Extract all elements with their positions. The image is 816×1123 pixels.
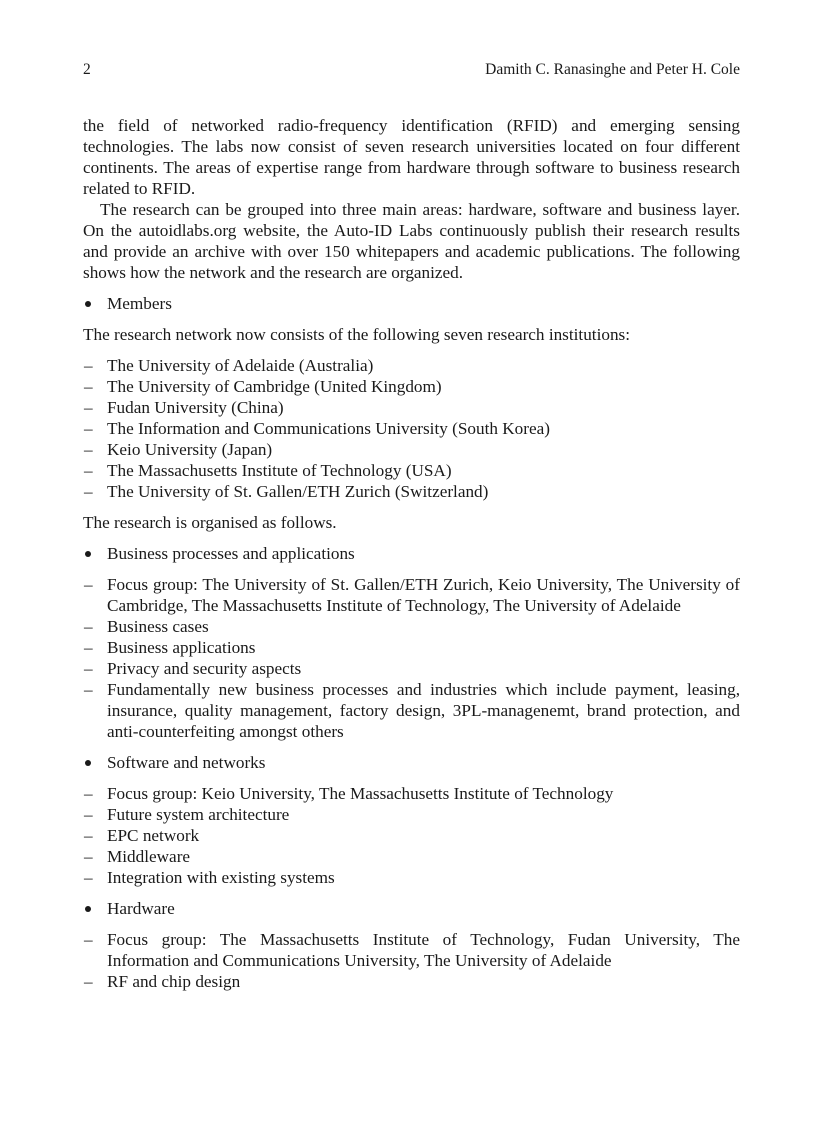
- dash-icon: –: [84, 377, 93, 396]
- dash-icon: –: [84, 972, 93, 991]
- dash-icon: –: [84, 826, 93, 845]
- list-item: – Focus group: Keio University, The Massachusetts Institute of Technology: [84, 784, 614, 803]
- running-header-authors: Damith C. Ranasinghe and Peter H. Cole: [485, 61, 740, 78]
- list-item: – The Information and Communications University (South Korea): [84, 419, 550, 438]
- bullet-icon: [85, 551, 91, 557]
- list-item: – Middleware: [84, 847, 191, 866]
- intro-paragraph-1: the field of networked radio-frequency identification (RFID) and emerging sensing technologies. The labs now consist of seven research universities located on four different continents. The areas of expertise range from hardware through software to business research related to RFID.: [83, 116, 740, 198]
- list-item: – Integration with existing systems: [84, 868, 335, 887]
- members-intro: The research network now consists of the following seven research institutions:: [83, 325, 630, 344]
- list-item: – The University of Adelaide (Australia): [84, 356, 374, 375]
- list-item: – EPC network: [84, 826, 200, 845]
- bullet-icon: [85, 301, 91, 307]
- dash-icon: –: [84, 617, 93, 636]
- list-item: – Keio University (Japan): [84, 440, 273, 459]
- list-item: – The University of St. Gallen/ETH Zurich (Switzerland): [84, 482, 489, 501]
- dash-icon: –: [84, 659, 93, 678]
- list-item: – Privacy and security aspects: [84, 659, 302, 678]
- members-heading-list: [83, 293, 740, 314]
- intro-paragraph-2: The research can be grouped into three main areas: hardware, software and business layer. On the autoidlabs.org website, the Auto-ID Labs continuously publish their research results and provide an archive with over 150 whitepapers and academic publications. The following shows how the network and the research are organized.: [83, 200, 740, 282]
- list-item: – The University of Cambridge (United Kingdom): [84, 377, 442, 396]
- dash-icon: –: [84, 482, 93, 501]
- list-item: – Business applications: [84, 638, 256, 657]
- section-heading-business: [83, 543, 740, 564]
- dash-icon: –: [84, 805, 93, 824]
- dash-icon: –: [84, 868, 93, 887]
- dash-icon: –: [84, 930, 93, 949]
- list-item: – The Massachusetts Institute of Technology (USA): [84, 461, 452, 480]
- dash-icon: –: [84, 356, 93, 375]
- bullet-item-members: [83, 293, 740, 314]
- list-item: – Business cases: [84, 617, 209, 636]
- list-item: – Fundamentally new business processes and industries which include payment, leasing, insurance, quality management, factory design, 3PL-managenemt, brand protection, and anti-counterfeiting amongst others: [84, 680, 740, 741]
- list-item: – Focus group: The University of St. Gallen/ETH Zurich, Keio University, The University of Cambridge, The Massachusetts Institute of Technology, The University of Adelaide: [84, 575, 740, 615]
- dash-icon: –: [84, 784, 93, 803]
- section-heading: Business processes and applications: [107, 544, 355, 563]
- dash-icon: –: [84, 461, 93, 480]
- list-item: – RF and chip design: [84, 972, 241, 991]
- bullet-icon: [85, 760, 91, 766]
- dash-icon: –: [84, 419, 93, 438]
- section-list-software: [83, 783, 740, 888]
- dash-icon: –: [84, 440, 93, 459]
- list-item: – Future system architecture: [84, 805, 290, 824]
- page-number: 2: [83, 61, 91, 78]
- dash-icon: –: [84, 398, 93, 417]
- section-list-business: [83, 574, 740, 742]
- page-body: [83, 115, 740, 992]
- list-item: – Focus group: The Massachusetts Institute of Technology, Fudan University, The Information and Communications University, The University of Adelaide: [84, 930, 740, 970]
- members-list: [83, 355, 740, 502]
- running-header: [83, 61, 740, 83]
- list-item: – Fudan University (China): [84, 398, 284, 417]
- dash-icon: –: [84, 680, 93, 699]
- section-heading: Hardware: [107, 899, 175, 918]
- dash-icon: –: [84, 575, 93, 594]
- dash-icon: –: [84, 847, 93, 866]
- section-heading: Software and networks: [107, 753, 266, 772]
- section-list-hardware: [83, 929, 740, 992]
- section-heading-hardware: [83, 898, 740, 919]
- bullet-icon: [85, 906, 91, 912]
- section-heading-software: [83, 752, 740, 773]
- organisation-intro: The research is organised as follows.: [83, 513, 337, 532]
- dash-icon: –: [84, 638, 93, 657]
- members-heading: Members: [107, 294, 172, 313]
